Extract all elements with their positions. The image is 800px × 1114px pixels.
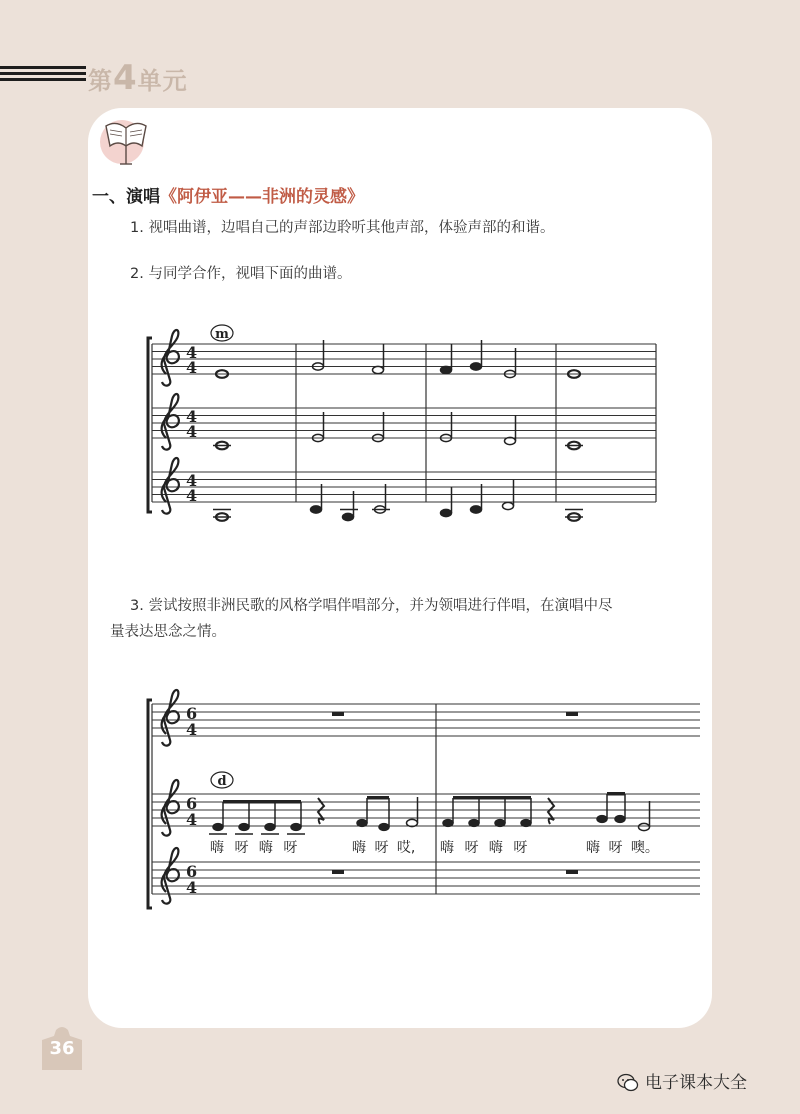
time-bottom-c: 4 (186, 878, 198, 897)
time-top-1: 4 (186, 343, 198, 362)
time-top-a: 6 (186, 704, 198, 723)
note (379, 824, 389, 831)
mode-mark: m (215, 327, 229, 342)
lyrics-1: 嗨 呀 嗨 呀 (210, 840, 298, 856)
note (639, 823, 650, 830)
lyrics-4: 嗨 呀 噢。 (586, 840, 659, 856)
rest (332, 712, 344, 716)
wechat-icon (617, 1072, 639, 1094)
page-number-badge (40, 1026, 84, 1072)
time-bottom-2: 4 (186, 422, 198, 441)
watermark (617, 1068, 747, 1094)
unit-number: 4 (113, 58, 138, 98)
note (357, 820, 367, 827)
time-top-3: 4 (186, 471, 198, 490)
section-label: 一、演唱 (92, 187, 160, 207)
time-top-b: 6 (186, 794, 198, 813)
note (495, 820, 505, 827)
instruction-2: 2. 与同学合作，视唱下面的曲谱。 (130, 266, 352, 282)
rest (566, 870, 578, 874)
note (469, 820, 479, 827)
unit-prefix: 第 (88, 67, 113, 95)
unit-suffix: 单元 (137, 67, 188, 95)
note (239, 824, 249, 831)
instruction-1: 1. 视唱曲谱，边唱自己的声部边聆听其他声部，体验声部的和谐。 (130, 220, 555, 236)
note (615, 816, 625, 823)
time-top-2: 4 (186, 407, 198, 426)
time-top-c: 6 (186, 862, 198, 881)
time-bottom-1: 4 (186, 358, 198, 377)
time-bottom-b: 4 (186, 810, 198, 829)
watermark-text: 电子课本大全 (645, 1073, 747, 1093)
rest (332, 870, 344, 874)
note (213, 824, 223, 831)
instruction-3-line2: 量表达思念之情。 (110, 624, 226, 640)
note (291, 824, 301, 831)
note (597, 816, 607, 823)
lyrics-3: 嗨 呀 嗨 呀 (440, 840, 528, 856)
time-bottom-a: 4 (186, 720, 198, 739)
instruction-3-line1: 3. 尝试按照非洲民歌的风格学唱伴唱部分，并为领唱进行伴唱，在演唱中尽 (130, 598, 613, 614)
note (521, 820, 531, 827)
lyrics-2: 嗨 呀 哎, (352, 840, 416, 856)
page-number: 36 (49, 1038, 75, 1059)
time-bottom-3: 4 (186, 486, 198, 505)
song-title: 《阿伊亚——非洲的灵感》 (160, 187, 364, 207)
rest (566, 712, 578, 716)
note (443, 820, 453, 827)
mode-mark: d (217, 774, 227, 789)
note (265, 824, 275, 831)
